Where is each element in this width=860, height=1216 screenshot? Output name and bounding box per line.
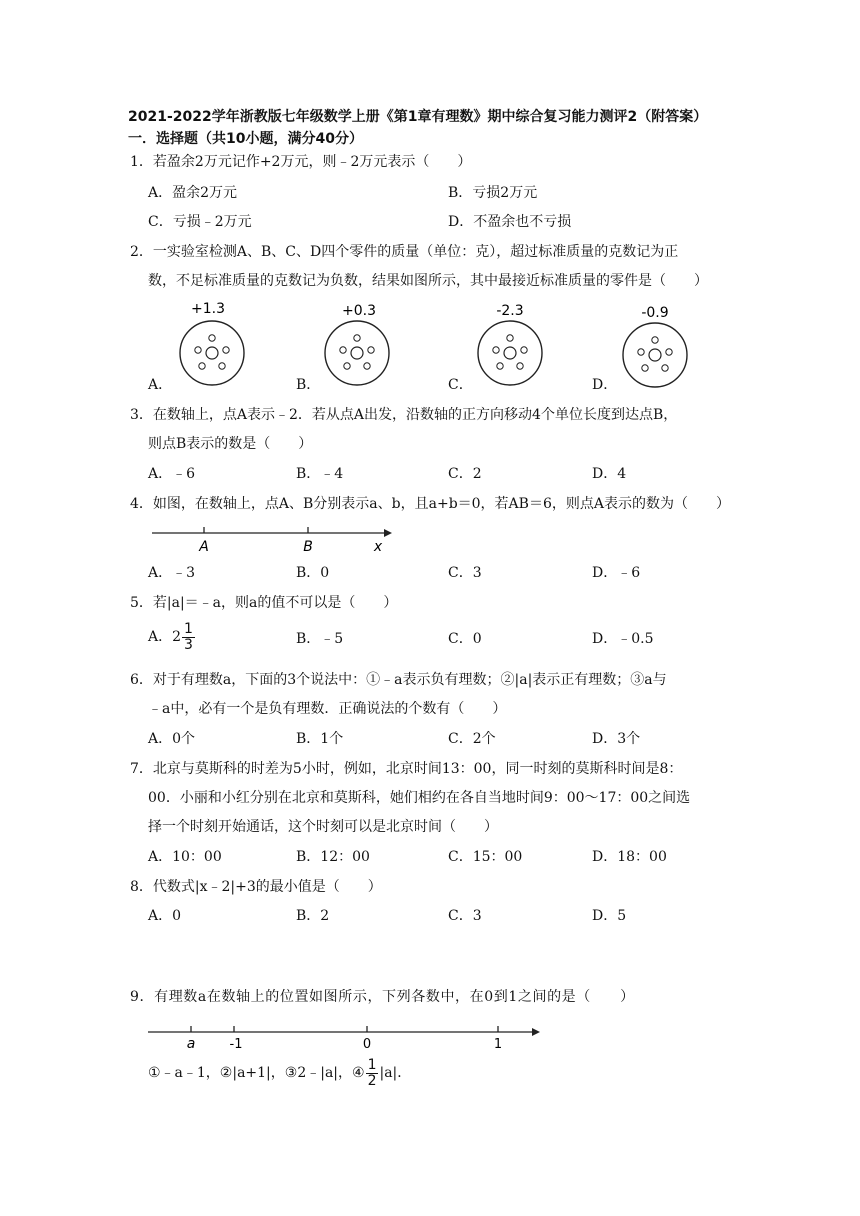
q9-options-prefix: ①﹣a﹣1，②|a+1|，③2﹣|a|，④: [148, 1065, 365, 1082]
q6-option-c[interactable]: C．2个: [448, 731, 496, 747]
q4-option-c[interactable]: C．3: [448, 565, 482, 581]
q1-option-a[interactable]: A．盈余2万元: [148, 185, 238, 201]
q9-options-line: [148, 1058, 411, 1088]
q4-option-d[interactable]: D．﹣6: [592, 565, 641, 581]
q7-option-b[interactable]: B．12：00: [296, 849, 370, 865]
fraction-denominator: 3: [184, 636, 193, 653]
q7-option-d[interactable]: D．18：00: [592, 849, 667, 865]
question-7-line3: 择一个时刻开始通话，这个时刻可以是北京时间（ ）: [148, 819, 498, 835]
part-b-value: +0.3: [342, 303, 376, 319]
question-5-stem: 5．若|a|＝﹣a，则a的值不可以是（ ）: [130, 595, 398, 611]
document-title: 2021-2022学年浙教版七年级数学上册《第1章有理数》期中综合复习能力测评2（附答案）: [128, 109, 708, 125]
section-heading: 一．选择题（共10小题，满分40分）: [128, 131, 363, 147]
q6-option-d[interactable]: D．3个: [592, 731, 641, 747]
question-8-stem: 8．代数式|x﹣2|+3的最小值是（ ）: [130, 879, 382, 895]
question-3-line1: 3．在数轴上，点A表示﹣2．若从点A出发，沿数轴的正方向移动4个单位长度到达点B，: [130, 407, 678, 423]
q9-label-a: a: [186, 1036, 196, 1052]
q1-option-b[interactable]: B．亏损2万元: [448, 185, 538, 201]
question-7-line2: 00．小丽和小红分别在北京和莫斯科，她们相约在各自当地时间9：00～17：00之间选: [148, 790, 691, 806]
part-c: [478, 303, 542, 385]
q9-label-one: 1: [493, 1037, 503, 1052]
q8-option-a[interactable]: A．0: [148, 908, 182, 924]
part-a-value: +1.3: [191, 301, 225, 317]
q2-option-b[interactable]: B．: [296, 377, 321, 393]
q6-option-a[interactable]: A．0个: [148, 731, 196, 747]
part-c-value: -2.3: [496, 303, 524, 319]
q8-option-c[interactable]: C．3: [448, 908, 482, 924]
part-a: [180, 301, 244, 385]
q7-option-a[interactable]: A．10：00: [148, 849, 222, 865]
q4-number-line: [148, 522, 398, 556]
q5-option-a-prefix: A．2: [148, 629, 182, 646]
q5-option-b[interactable]: B．﹣5: [296, 631, 344, 647]
question-2-line2: 数，不足标准质量的克数记为负数，结果如图所示，其中最接近标准质量的零件是（ ）: [148, 273, 708, 289]
q8-option-b[interactable]: B．2: [296, 908, 330, 924]
q5-option-c[interactable]: C．0: [448, 631, 482, 647]
question-6-line2: ﹣a中，必有一个是负有理数．正确说法的个数有（ ）: [148, 701, 507, 717]
q2-option-a[interactable]: A．: [148, 377, 173, 393]
q9-label-minus-one: -1: [229, 1037, 243, 1052]
q5-option-a[interactable]: [148, 622, 196, 652]
part-d-value: -0.9: [641, 305, 669, 321]
q3-option-a[interactable]: A．﹣6: [148, 466, 196, 482]
q2-option-c[interactable]: C．: [448, 377, 473, 393]
q5-option-a-fraction: [182, 622, 195, 652]
q4-label-B: B: [303, 539, 313, 555]
question-7-line1: 7．北京与莫斯科的时差为5小时，例如，北京时间13：00，同一时刻的莫斯科时间是8：: [130, 761, 683, 777]
q4-label-A: A: [199, 539, 209, 555]
q9-label-zero: 0: [362, 1037, 372, 1052]
q3-option-c[interactable]: C．2: [448, 466, 482, 482]
q1-option-c[interactable]: C．亏损﹣2万元: [148, 214, 252, 230]
question-6-line1: 6．对于有理数a，下面的3个说法中：①﹣a表示负有理数；②|a|表示正有理数；③a与: [130, 672, 667, 688]
q6-option-b[interactable]: B．1个: [296, 731, 344, 747]
fraction-denominator: 2: [367, 1072, 377, 1089]
q2-parts-figure: [140, 298, 740, 396]
q4-label-x: x: [373, 539, 383, 555]
question-9-stem: 9．有理数a在数轴上的位置如图所示，下列各数中，在0到1之间的是（ ）: [130, 989, 635, 1005]
q4-option-b[interactable]: B．0: [296, 565, 330, 581]
q9-options-suffix: |a|．: [379, 1065, 412, 1082]
q4-option-a[interactable]: A．﹣3: [148, 565, 196, 581]
q9-number-line: [146, 1024, 546, 1052]
fraction-numerator: 1: [367, 1057, 377, 1073]
part-d: [623, 305, 687, 387]
q8-option-d[interactable]: D．5: [592, 908, 627, 924]
fraction-numerator: 1: [184, 621, 193, 637]
q3-option-d[interactable]: D．4: [592, 466, 627, 482]
q7-option-c[interactable]: C．15：00: [448, 849, 523, 865]
question-2-line1: 2．一实验室检测A、B、C、D四个零件的质量（单位：克），超过标准质量的克数记为正: [130, 244, 679, 260]
q3-option-b[interactable]: B．﹣4: [296, 466, 344, 482]
question-4-stem: 4．如图，在数轴上，点A、B分别表示a、b，且a+b＝0，若AB＝6，则点A表示的数为（ ）: [130, 496, 730, 512]
q5-option-d[interactable]: D．﹣0.5: [592, 631, 654, 647]
question-1-stem: 1．若盈余2万元记作+2万元，则﹣2万元表示（ ）: [130, 154, 472, 170]
q1-option-d[interactable]: D．不盈余也不亏损: [448, 214, 572, 230]
part-b: [325, 303, 389, 385]
question-3-line2: 则点B表示的数是（ ）: [148, 436, 313, 452]
q9-fraction-half: [366, 1058, 379, 1088]
q2-option-d[interactable]: D．: [592, 377, 618, 393]
